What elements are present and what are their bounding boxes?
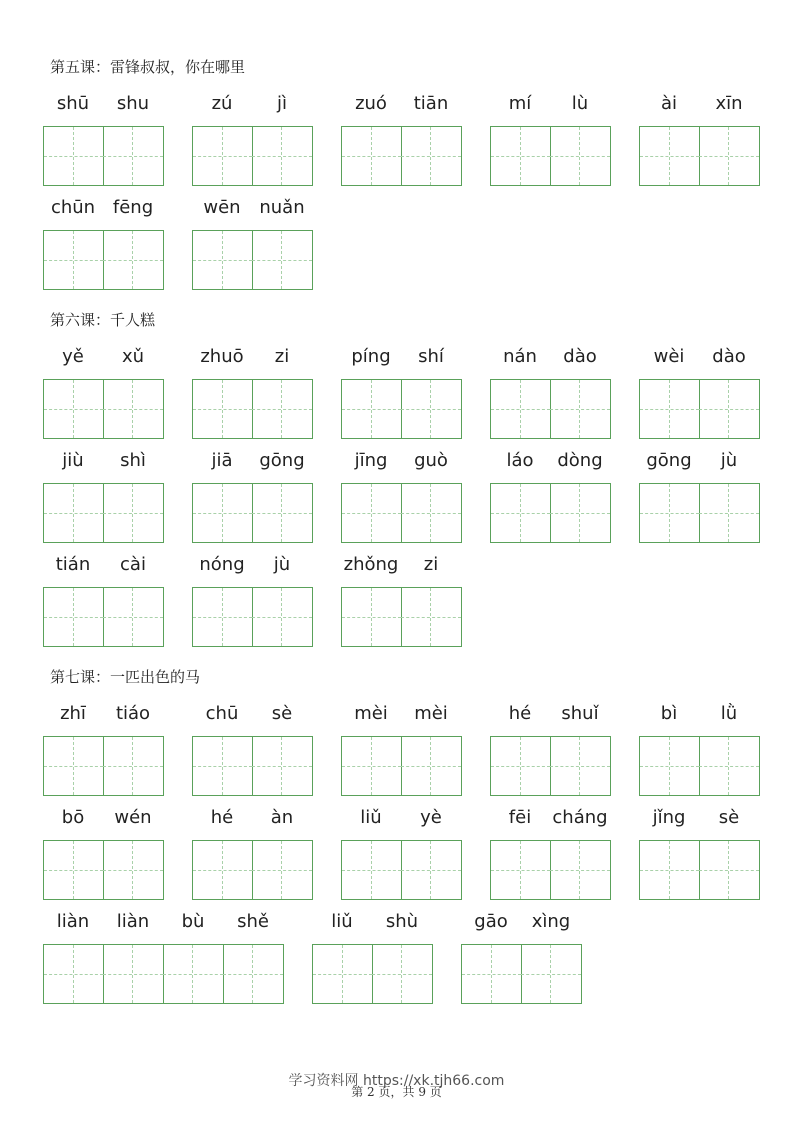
pinyin-syllable: wèi	[653, 346, 685, 367]
pinyin-syllable: ài	[660, 93, 678, 114]
word-group	[341, 90, 462, 190]
tianzige-writing-box[interactable]	[192, 379, 253, 439]
pinyin-syllable: cài	[120, 554, 146, 575]
word-group	[43, 447, 164, 547]
tianzige-writing-box[interactable]	[252, 483, 313, 543]
tianzige-writing-box[interactable]	[103, 230, 164, 290]
tianzige-writing-box[interactable]	[550, 840, 611, 900]
watermark-text: 学习资料网 https://xk.tjh66.com	[288, 1073, 505, 1089]
pinyin-syllable: jiā	[211, 450, 233, 471]
pinyin-syllable: zuó	[355, 93, 387, 114]
pinyin-syllable: zhī	[60, 703, 86, 724]
pinyin-syllable: lù	[571, 93, 589, 114]
tianzige-writing-box[interactable]	[341, 587, 402, 647]
word-group	[192, 700, 313, 800]
tianzige-writing-box[interactable]	[639, 126, 700, 186]
word-group	[490, 447, 611, 547]
word-group	[490, 343, 611, 443]
tianzige-writing-box[interactable]	[103, 944, 164, 1004]
tianzige-writing-box[interactable]	[192, 126, 253, 186]
pinyin-syllable: liǔ	[331, 911, 353, 932]
tianzige-writing-box[interactable]	[372, 944, 433, 1004]
pinyin-syllable: shì	[120, 450, 146, 471]
tianzige-writing-box[interactable]	[43, 483, 104, 543]
pinyin-syllable: shu	[116, 93, 150, 114]
tianzige-writing-box[interactable]	[461, 944, 522, 1004]
word-group	[43, 90, 164, 190]
tianzige-writing-box[interactable]	[341, 840, 402, 900]
word-group	[43, 551, 164, 651]
tianzige-writing-box[interactable]	[550, 379, 611, 439]
pinyin-syllable: mí	[508, 93, 532, 114]
pinyin-syllable: jǐng	[652, 807, 686, 828]
pinyin-syllable: cháng	[552, 807, 608, 828]
tianzige-writing-box[interactable]	[43, 379, 104, 439]
pinyin-syllable: mèi	[414, 703, 448, 724]
tianzige-writing-box[interactable]	[43, 736, 104, 796]
pinyin-syllable: àn	[270, 807, 294, 828]
pinyin-syllable: chūn	[50, 197, 96, 218]
tianzige-writing-box[interactable]	[192, 230, 253, 290]
word-group	[341, 343, 462, 443]
pinyin-syllable: láo	[506, 450, 534, 471]
word-group	[341, 551, 462, 651]
tianzige-writing-box[interactable]	[312, 944, 373, 1004]
tianzige-writing-box[interactable]	[103, 587, 164, 647]
pinyin-syllable: nán	[503, 346, 537, 367]
pinyin-syllable: dào	[563, 346, 597, 367]
tianzige-writing-box[interactable]	[192, 483, 253, 543]
tianzige-writing-box[interactable]	[252, 230, 313, 290]
tianzige-writing-box[interactable]	[490, 840, 551, 900]
word-group	[43, 908, 284, 1008]
tianzige-writing-box[interactable]	[550, 483, 611, 543]
pinyin-syllable: fēi	[508, 807, 532, 828]
lesson-title: 第五课：雷锋叔叔，你在哪里	[50, 58, 246, 76]
pinyin-syllable: jì	[276, 93, 287, 114]
pinyin-syllable: zi	[274, 346, 290, 367]
pinyin-syllable: nóng	[199, 554, 245, 575]
word-group	[341, 804, 462, 904]
tianzige-writing-box[interactable]	[401, 587, 462, 647]
pinyin-syllable: shuǐ	[561, 703, 599, 724]
tianzige-writing-box[interactable]	[341, 736, 402, 796]
word-group	[341, 700, 462, 800]
tianzige-writing-box[interactable]	[163, 944, 224, 1004]
tianzige-writing-box[interactable]	[550, 126, 611, 186]
tianzige-writing-box[interactable]	[699, 736, 760, 796]
pinyin-syllable: tián	[55, 554, 91, 575]
pinyin-syllable: dào	[712, 346, 746, 367]
word-group	[192, 804, 313, 904]
tianzige-writing-box[interactable]	[490, 126, 551, 186]
tianzige-writing-box[interactable]	[43, 230, 104, 290]
tianzige-writing-box[interactable]	[103, 126, 164, 186]
tianzige-writing-box[interactable]	[43, 126, 104, 186]
pinyin-syllable: liàn	[56, 911, 90, 932]
pinyin-syllable: gāo	[474, 911, 508, 932]
word-group	[192, 194, 313, 294]
pinyin-syllable: zhǒng	[343, 554, 399, 575]
tianzige-writing-box[interactable]	[252, 840, 313, 900]
pinyin-syllable: bù	[181, 911, 205, 932]
pinyin-syllable: wēn	[203, 197, 241, 218]
pinyin-syllable: xīn	[715, 93, 743, 114]
tianzige-writing-box[interactable]	[699, 379, 760, 439]
pinyin-syllable: shí	[418, 346, 444, 367]
pinyin-syllable: shù	[385, 911, 419, 932]
word-group	[490, 804, 611, 904]
word-group	[461, 908, 582, 1008]
pinyin-syllable: mèi	[354, 703, 388, 724]
word-group	[43, 804, 164, 904]
tianzige-writing-box[interactable]	[43, 587, 104, 647]
tianzige-writing-box[interactable]	[103, 379, 164, 439]
pinyin-syllable: yè	[420, 807, 442, 828]
pinyin-syllable: nuǎn	[259, 197, 305, 218]
word-group	[639, 90, 760, 190]
tianzige-writing-box[interactable]	[192, 840, 253, 900]
pinyin-syllable: zi	[423, 554, 439, 575]
word-group	[312, 908, 433, 1008]
lesson-title: 第六课：千人糕	[50, 311, 156, 329]
pinyin-syllable: fēng	[112, 197, 154, 218]
tianzige-writing-box[interactable]	[401, 736, 462, 796]
tianzige-writing-box[interactable]	[699, 483, 760, 543]
pinyin-syllable: jiù	[62, 450, 84, 471]
tianzige-writing-box[interactable]	[639, 840, 700, 900]
word-group	[639, 804, 760, 904]
word-group	[43, 700, 164, 800]
tianzige-writing-box[interactable]	[192, 736, 253, 796]
pinyin-syllable: guò	[414, 450, 448, 471]
word-group	[43, 194, 164, 294]
word-group	[43, 343, 164, 443]
word-group	[192, 90, 313, 190]
pinyin-syllable: gōng	[259, 450, 305, 471]
pinyin-syllable: tiáo	[115, 703, 151, 724]
word-group	[341, 447, 462, 547]
tianzige-writing-box[interactable]	[639, 736, 700, 796]
pinyin-syllable: zhuō	[200, 346, 244, 367]
pinyin-syllable: shě	[237, 911, 269, 932]
tianzige-writing-box[interactable]	[192, 587, 253, 647]
tianzige-writing-box[interactable]	[103, 736, 164, 796]
word-group	[192, 343, 313, 443]
tianzige-writing-box[interactable]	[639, 379, 700, 439]
pinyin-syllable: tiān	[413, 93, 449, 114]
tianzige-writing-box[interactable]	[401, 840, 462, 900]
word-group	[192, 551, 313, 651]
pinyin-syllable: gōng	[646, 450, 692, 471]
tianzige-writing-box[interactable]	[401, 379, 462, 439]
lesson-title: 第七课：一匹出色的马	[50, 668, 201, 686]
tianzige-writing-box[interactable]	[401, 483, 462, 543]
pinyin-syllable: píng	[351, 346, 391, 367]
page-number: 第 2 页，共 9 页	[351, 1085, 442, 1099]
pinyin-syllable: chū	[205, 703, 239, 724]
tianzige-writing-box[interactable]	[490, 736, 551, 796]
tianzige-writing-box[interactable]	[252, 587, 313, 647]
tianzige-writing-box[interactable]	[401, 126, 462, 186]
pinyin-syllable: zú	[211, 93, 233, 114]
word-group	[192, 447, 313, 547]
pinyin-syllable: liǔ	[360, 807, 382, 828]
word-group	[639, 700, 760, 800]
tianzige-writing-box[interactable]	[43, 944, 104, 1004]
tianzige-writing-box[interactable]	[252, 736, 313, 796]
tianzige-writing-box[interactable]	[252, 379, 313, 439]
pinyin-syllable: bō	[61, 807, 85, 828]
tianzige-writing-box[interactable]	[521, 944, 582, 1004]
pinyin-syllable: liàn	[116, 911, 150, 932]
word-group	[639, 447, 760, 547]
tianzige-writing-box[interactable]	[550, 736, 611, 796]
tianzige-writing-box[interactable]	[341, 126, 402, 186]
pinyin-syllable: xìng	[531, 911, 571, 932]
pinyin-syllable: shū	[56, 93, 90, 114]
tianzige-writing-box[interactable]	[43, 840, 104, 900]
tianzige-writing-box[interactable]	[699, 840, 760, 900]
pinyin-syllable: sè	[718, 807, 740, 828]
pinyin-syllable: hé	[508, 703, 532, 724]
tianzige-writing-box[interactable]	[639, 483, 700, 543]
tianzige-writing-box[interactable]	[490, 483, 551, 543]
pinyin-syllable: lǜ	[720, 703, 738, 724]
tianzige-writing-box[interactable]	[341, 483, 402, 543]
pinyin-syllable: jù	[273, 554, 291, 575]
pinyin-syllable: yě	[62, 346, 84, 367]
tianzige-writing-box[interactable]	[103, 840, 164, 900]
tianzige-writing-box[interactable]	[223, 944, 284, 1004]
pinyin-syllable: sè	[271, 703, 293, 724]
tianzige-writing-box[interactable]	[341, 379, 402, 439]
pinyin-syllable: jīng	[354, 450, 388, 471]
word-group	[639, 343, 760, 443]
pinyin-syllable: hé	[210, 807, 234, 828]
pinyin-syllable: bì	[660, 703, 678, 724]
pinyin-syllable: dòng	[557, 450, 603, 471]
pinyin-syllable: jù	[720, 450, 738, 471]
word-group	[490, 90, 611, 190]
word-group	[490, 700, 611, 800]
pinyin-syllable: wén	[114, 807, 152, 828]
tianzige-writing-box[interactable]	[252, 126, 313, 186]
tianzige-writing-box[interactable]	[490, 379, 551, 439]
tianzige-writing-box[interactable]	[699, 126, 760, 186]
tianzige-writing-box[interactable]	[103, 483, 164, 543]
pinyin-syllable: xǔ	[121, 346, 145, 367]
